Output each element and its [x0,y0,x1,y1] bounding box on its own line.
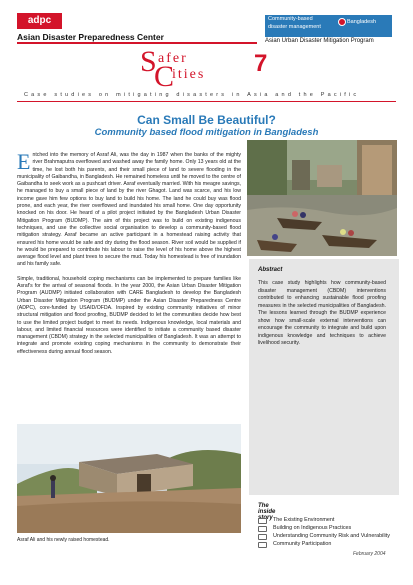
article-paragraph-1 [17,149,241,269]
program-name: Asian Urban Disaster Mitigation Program [265,38,374,44]
abstract-heading: Abstract [258,267,283,273]
program-banner-line1: Community-based [268,16,313,22]
header-divider [17,42,257,44]
inside-story-item [258,525,393,532]
inside-story-item [258,533,393,540]
flood-boats-photo [247,140,397,256]
masthead-ities: ities [172,67,206,82]
bangladesh-flag-icon [338,18,346,26]
article-kicker: Community based flood mitigation in Bangladesh [94,127,319,138]
raised-homestead-photo [17,424,241,533]
article-paragraph-2: Simple, traditional, household coping mechanisms can be implemented to prepare families like Asraf's for the arrival of seasonal floods. In the year 2000, the Asian Urban Disaster Mitigation Program (AUDMP) initiated collaboration with CARE Bangladesh to develop the Bangladesh Urban Disaster Mitigation Program (BUDMP) under the Asian Disaster Preparedness Centre (ADPC), core-funded by USAID/OFDA. Inspired by existing community initiatives of minor structural mitigation and flood proofing, BUDMP decided to let the communities decide how best to use the limited project budget to meet its needs. Indigenous knowledge, local materials and labour, and limited financial resources were identified to initiate a community based disaster management (CBDM) strategy in the selected municipalities of Bangladesh. It was an attempt to integrate and promote existing coping mechanisms in the community to demonstrate their effectiveness during annual flood season. [17,275,241,355]
abstract-text: This case study highlights how community-based disaster management (CBDM) interventions contributed to enhancing sustainable flood proofing measures in the selected municipalities of Bangladesh. The lessons learned through the BUDMP experience show how small-scale external interventions can encourage the community to integrate and build upon indigenous knowledge and techniques to achieve livelihood security. [258,280,386,346]
program-banner [265,15,392,37]
article-body [17,149,241,363]
photo-caption: Asraf Ali and his newly raised homestead. [17,537,110,543]
organization-name: Asian Disaster Preparedness Center [17,32,164,42]
inside-story-item-label: Understanding Community Risk and Vulnerability [273,533,390,539]
folder-icon [258,518,267,524]
inside-story-heading: The inside story [258,503,276,521]
issue-number: 7 [254,50,268,77]
masthead-divider [17,101,396,102]
masthead-afer: afer [158,51,188,66]
inside-story-list [258,517,393,549]
publication-date: February 2004 [353,551,386,557]
series-subtitle: Case studies on mitigating disasters in Asia and the Pacific [24,92,360,98]
article-title: Can Small Be Beautiful? [137,113,276,127]
adpc-logo: adpc [17,13,62,29]
folder-icon [258,526,267,532]
inside-story-item-label: Building on Indigenous Practices [273,525,352,531]
masthead-c-letter: C [154,60,175,93]
program-banner-country: Bangladesh [347,19,377,25]
inside-story-item [258,541,393,548]
masthead-s-letter: S [140,45,157,78]
paragraph-1-text: ntched into the memory of Asraf Ali, was the day in 1987 when the banks of the mighty river Brahmaputra overflowed and washed away the family home. Only 13 years old at the time, he lost both his parents, and their small piece of land to severe flooding in the municipality of Gaibandha, in Bangladesh. He remained homeless until he moved to the centre of Gaibandha to seek work as a pushcart driver. Asraf eventually married. With his meagre savings, he managed to buy a small piece of land by the river Ghagot. Land was scarce, and his low income gave him few options to buy land to build his home. The land he could buy was flood prone, and each year, the river overflowed and inundated his small home. One day opportunity knocked on his door. He heard of a pilot project initiated by the Bangladesh Urban Disaster Mitigation Program (BUDMP). The aim of this project was to build on existing indigenous techniques, and use the collective social organisation to develop a community-based flood mitigation strategy. Asraf became an active participant in a homestead raising activity that ensured his home would be safe and dry during the flood season. River soil would be supplied if he would be prepared to contribute his labour to raise the level of his home above the highest average flood level and plant trees to secure the mud. Today his homestead is free of inundation and his family safe. [17,152,241,268]
abstract-panel [249,259,399,547]
program-banner-line2: disaster management [268,24,321,30]
inside-story-item-label: The Existing Environment [273,517,335,523]
folder-icon [258,534,267,540]
drop-cap: E [17,149,31,174]
folder-icon [258,542,267,548]
inside-story-item-label: Community Participation [273,541,332,547]
inside-story-item [258,517,393,524]
